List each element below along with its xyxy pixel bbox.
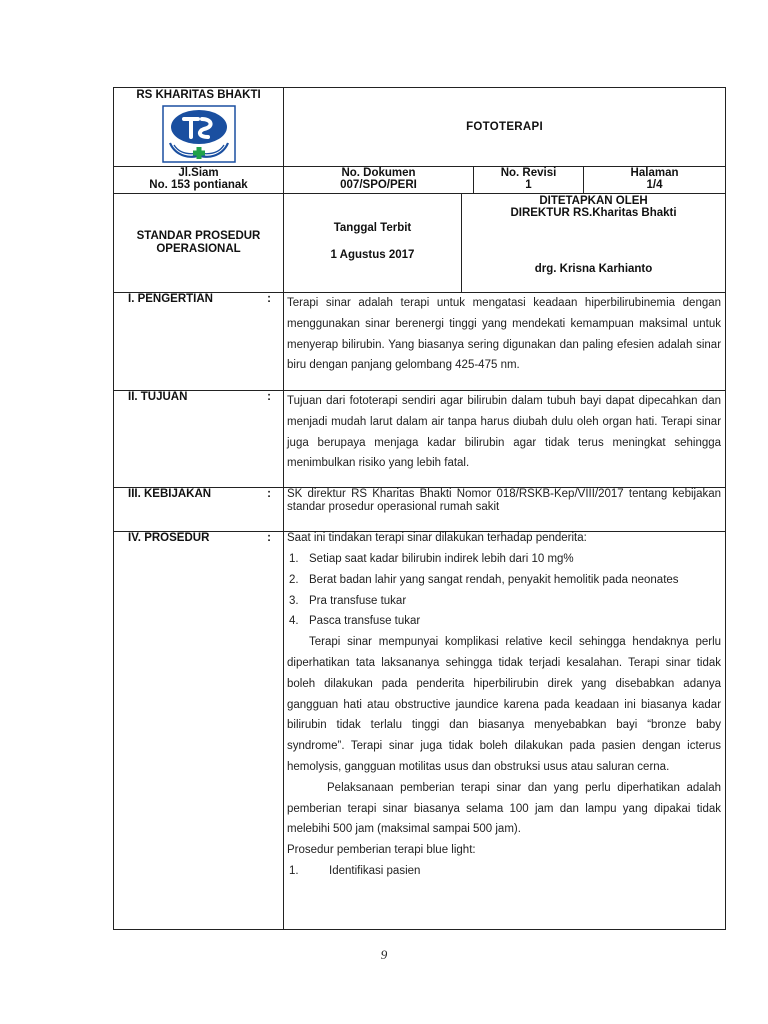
step-item: 1. Identifikasi pasien xyxy=(289,864,421,877)
address-street: Jl.Siam xyxy=(178,167,219,179)
revision-label: No. Revisi xyxy=(500,167,557,179)
list-item: 3. Pra transfuse tukar xyxy=(289,594,407,607)
hospital-name: RS KHARITAS BHAKTI xyxy=(136,89,261,101)
section-text-tujuan: Tujuan dari fototerapi sendiri agar bilirubin dalam tubuh bayi dapat dipecahkan dan menjadi mudah larut dalam air tanpa harus diubah dulu oleh organ hati. Terapi sinar juga berupaya menjaga kadar bilirubin agar tidak terus meningkat sehingga menimbulkan risiko yang lebih fatal. xyxy=(284,391,726,488)
sop-title-cell xyxy=(114,194,284,293)
sop-title: STANDAR PROSEDUR OPERASIONAL xyxy=(136,230,261,255)
section-text-pengertian: Terapi sinar adalah terapi untuk mengatasi keadaan hiperbilirubinemia dengan menggunakan sinar berenergi tinggi yang mendekati kemampuan maksimal untuk menyerap bilirubin. Yang biasanya sering digunakan dan paling efesien adalah sinar biru dengan panjang gelombang 425-475 nm. xyxy=(284,293,726,391)
issue-date-value: 1 Agustus 2017 xyxy=(330,249,415,261)
revision-value: 1 xyxy=(525,179,532,191)
page-label: Halaman xyxy=(630,167,679,179)
section-label-pengertian: I. PENGERTIAN : xyxy=(114,293,284,391)
issue-date-label: Tanggal Terbit xyxy=(333,222,412,234)
prosedur-paragraph-2: Pelaksanaan pemberian terapi sinar dan yang perlu diperhatikan adalah pemberian terapi sinar biasanya selama 100 jam dan lampu yang dipakai tidak melebihi 500 jam (maksimal sampai 500 jam). xyxy=(287,781,722,836)
hospital-cell xyxy=(114,88,284,167)
section-text-kebijakan: SK direktur RS Kharitas Bhakti Nomor 018/RSKB-Kep/VIII/2017 tentang kebijakan standar prosedur operasional rumah sakit xyxy=(284,488,726,532)
revision-cell xyxy=(474,167,584,194)
address-cell xyxy=(114,167,284,194)
sop-document xyxy=(113,87,725,930)
doc-number-value: 007/SPO/PERI xyxy=(340,179,417,191)
hospital-logo-icon xyxy=(162,105,236,163)
list-item: 2. Berat badan lahir yang sangat rendah, penyakit hemolitik pada neonates xyxy=(289,573,679,586)
issue-date-cell xyxy=(284,194,462,293)
page-value: 1/4 xyxy=(646,179,663,191)
doc-number-label: No. Dokumen xyxy=(341,167,416,179)
sop-table xyxy=(113,87,726,930)
address-number: No. 153 pontianak xyxy=(149,179,248,191)
doc-number-cell xyxy=(284,167,474,194)
director-name: drg. Krisna Karhianto xyxy=(534,263,653,275)
approval-line2: DIREKTUR RS.Kharitas Bhakti xyxy=(510,207,677,219)
prosedur-paragraph-1: Terapi sinar mempunyai komplikasi relative kecil sehingga hendaknya perlu diperhatikan tata laksananya sehingga tidak terjadi kesalahan. Terapi sinar tidak boleh dilakukan pada penderita hiperbilirubin direk yang disebabkan adanya gangguan hati atau obstructive jaundice karena pada keadaan ini biasanya kadar bilirubin tidak terlalu tinggi dan biasanya menyebabkan bayi “bronze baby syndrome”. Terapi sinar juga tidak boleh dilakukan pada pasien dengan icterus hemolysis, gangguan motilitas usus dan obstruksi usus atau saluran cerna. xyxy=(287,636,722,773)
section-label-kebijakan: III. KEBIJAKAN : xyxy=(114,488,284,532)
section-label-prosedur: IV. PROSEDUR : xyxy=(114,532,284,930)
document-title: FOTOTERAPI xyxy=(284,88,726,167)
prosedur-intro: Saat ini tindakan terapi sinar dilakukan terhadap penderita: xyxy=(287,532,587,544)
blue-light-heading: Prosedur pemberian terapi blue light: xyxy=(287,844,476,857)
approval-line1: DITETAPKAN OLEH xyxy=(539,195,648,207)
approval-cell xyxy=(462,194,726,293)
page-cell xyxy=(584,167,726,194)
section-text-prosedur xyxy=(284,532,726,930)
list-item: 1. Setiap saat kadar bilirubin indirek lebih dari 10 mg% xyxy=(289,553,574,565)
section-label-tujuan: II. TUJUAN : xyxy=(114,391,284,488)
page-number: 9 xyxy=(380,947,388,962)
list-item: 4. Pasca transfuse tukar xyxy=(289,615,421,628)
